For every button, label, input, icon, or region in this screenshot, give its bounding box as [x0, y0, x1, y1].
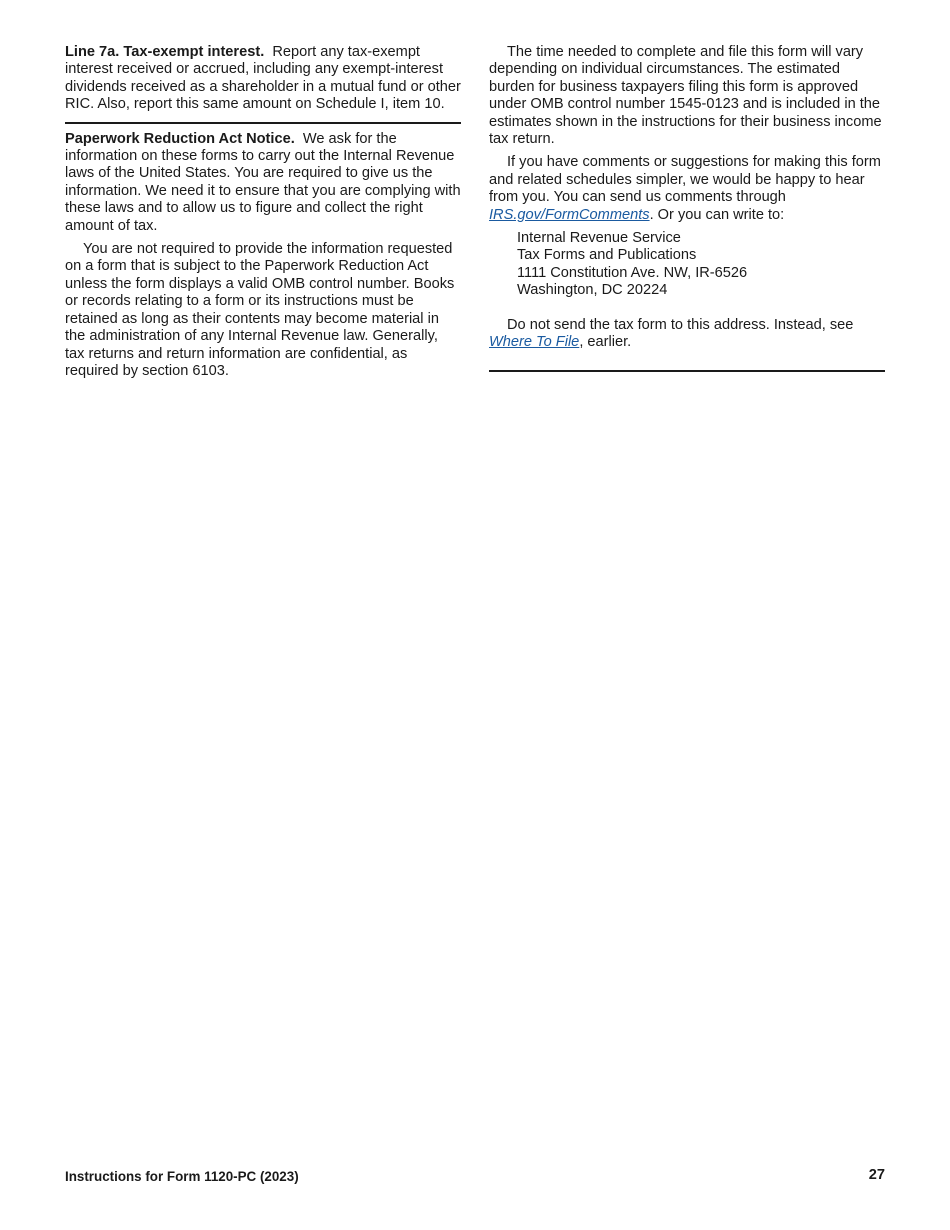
- comments-text: If you have comments or suggestions for making this form and related schedules simpler, we would be happy to hear from you. You can send us comments through: [489, 154, 881, 206]
- comments-paragraph: [489, 154, 885, 224]
- form-comments-link[interactable]: IRS.gov/FormComments: [489, 206, 650, 223]
- mailing-address: [517, 230, 885, 300]
- not-required-paragraph: You are not required to provide the information requested on a form that is subject to the Paperwork Reduction Act unless the form displays a valid OMB control number. Books or records relating to a form or its instructions must be retained as long as their contents may become material in the administration of any Internal Revenue law. Generally, tax returns and return information are confidential, as required by section 6103.: [65, 241, 455, 379]
- address-line: Washington, DC 20224: [517, 282, 668, 299]
- footer-title: Instructions for Form 1120-PC (2023): [65, 1169, 299, 1184]
- address-line: Internal Revenue Service: [517, 230, 681, 247]
- line-7a-heading: Line 7a. Tax-exempt interest.: [65, 44, 265, 60]
- do-not-send-text: Do not send the tax form to this address. Instead, see: [507, 316, 854, 333]
- right-column: [489, 44, 885, 372]
- paperwork-notice-heading: Paperwork Reduction Act Notice.: [65, 130, 295, 147]
- where-to-file-link[interactable]: Where To File: [489, 334, 580, 351]
- paperwork-notice-paragraph: [65, 131, 461, 235]
- line-7a-paragraph: [65, 44, 461, 114]
- do-not-send-text-after: , earlier.: [579, 334, 632, 351]
- page-number: 27: [868, 1167, 885, 1183]
- do-not-send-paragraph: [489, 317, 885, 352]
- line-7a-text: Report any tax-exempt interest received or accrued, including any exempt-interest dividends received as a shareholder in a mutual fund or other RIC. Also, report this same amount on Schedule I, item 10.: [65, 44, 461, 113]
- section-divider: [65, 122, 461, 124]
- left-column: [65, 44, 461, 386]
- paperwork-notice-text: We ask for the information on these forms to carry out the Internal Revenue laws of the United States. You are required to give us the information. We need it to ensure that you are complying with these laws and to allow us to figure and collect the right amount of tax.: [65, 130, 461, 234]
- time-needed-paragraph: The time needed to complete and file this form will vary depending on individual circumstances. The estimated burden for business taxpayers filing this form is approved under OMB control number 1545-0123 and is included in the estimates shown in the instructions for their business income tax return.: [489, 44, 882, 148]
- end-divider: [489, 370, 885, 372]
- address-line: 1111 Constitution Ave. NW, IR-6526: [517, 264, 748, 281]
- address-line: Tax Forms and Publications: [517, 247, 697, 264]
- comments-text-after: . Or you can write to:: [649, 206, 785, 223]
